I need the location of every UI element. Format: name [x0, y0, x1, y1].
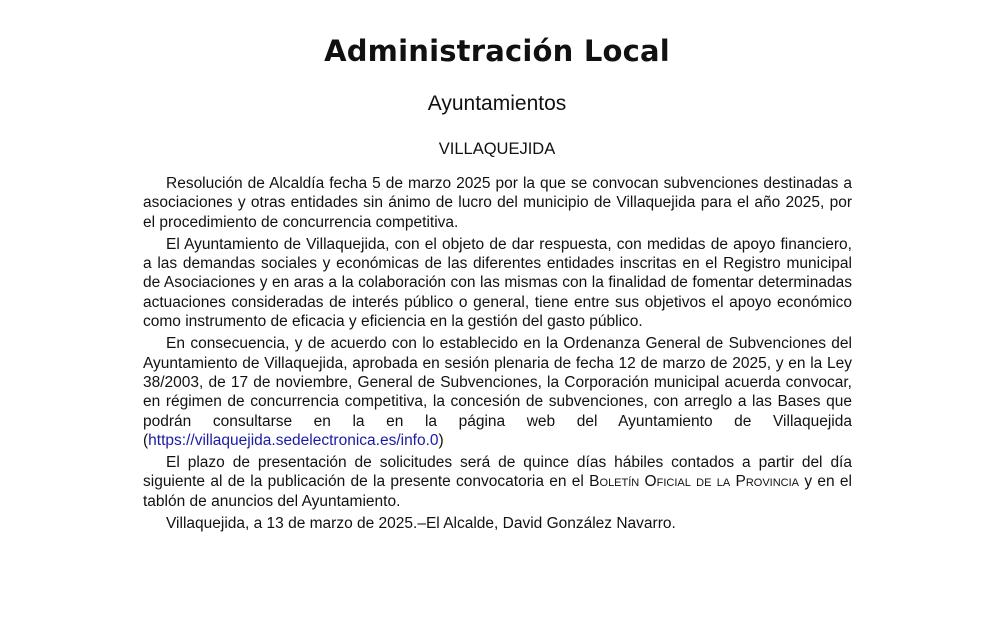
paragraph-resolution: Resolución de Alcaldía fecha 5 de marzo 2025 por la que se convocan subvenciones destinadas a asociaciones y otras entidades sin ánimo de lucro del municipio de Villaquejida para el año 2025, por el procedimiento de concurrencia competitiva.	[143, 175, 852, 231]
deadline-text: El plazo de presentación de solicitudes será de quince días hábiles contados a partir del día siguiente al de la publicación de la presente convocatoria en el	[143, 454, 852, 491]
agreement-text: En consecuencia, y de acuerdo con lo establecido en la Ordenanza General de Subvenciones del Ayuntamiento de Villaquejida, aprobada en sesión plenaria de fecha 12 de marzo de 2025, y en la Ley 38/2003, de 17 de noviembre, General de Subvenciones, la Corporación municipal acuerda convocar, en régimen de concurrencia competitiva, la concesión de subvenciones, con arreglo a las Bases que podrán consultarse en la en la página web del Ayuntamiento de Villaquejida (	[143, 335, 852, 449]
subsection-title: Ayuntamientos	[427, 92, 567, 115]
paragraph-deadline	[143, 453, 852, 511]
agreement-closing: )	[438, 431, 444, 449]
bases-link[interactable]: https://villaquejida.sedelectronica.es/info.0	[148, 431, 439, 449]
paragraph-objectives: El Ayuntamiento de Villaquejida, con el objeto de dar respuesta, con medidas de apoyo financiero, a las demandas sociales y económicas de las diferentes entidades inscritas en el Registro municipal de Asociaciones y en aras a la colaboración con las mismas con la finalidad de fomentar determinadas actuaciones consideradas de interés público o general, tiene entre sus objetivos el apoyo económico como instrumento de eficacia y eficiencia en la gestión del gasto público.	[143, 235, 852, 331]
deadline-closing: y en el tablón de anuncios del Ayuntamiento.	[143, 473, 852, 510]
municipality-title: VILLAQUEJIDA	[438, 140, 556, 158]
announcement-body	[143, 174, 852, 536]
paragraph-signature: Villaquejida, a 13 de marzo de 2025.–El Alcalde, David González Navarro.	[166, 515, 676, 533]
gazette-name: Boletín Oficial de la Provincia	[589, 473, 800, 491]
section-title: Administración Local	[324, 34, 670, 68]
paragraph-agreement	[143, 334, 852, 450]
